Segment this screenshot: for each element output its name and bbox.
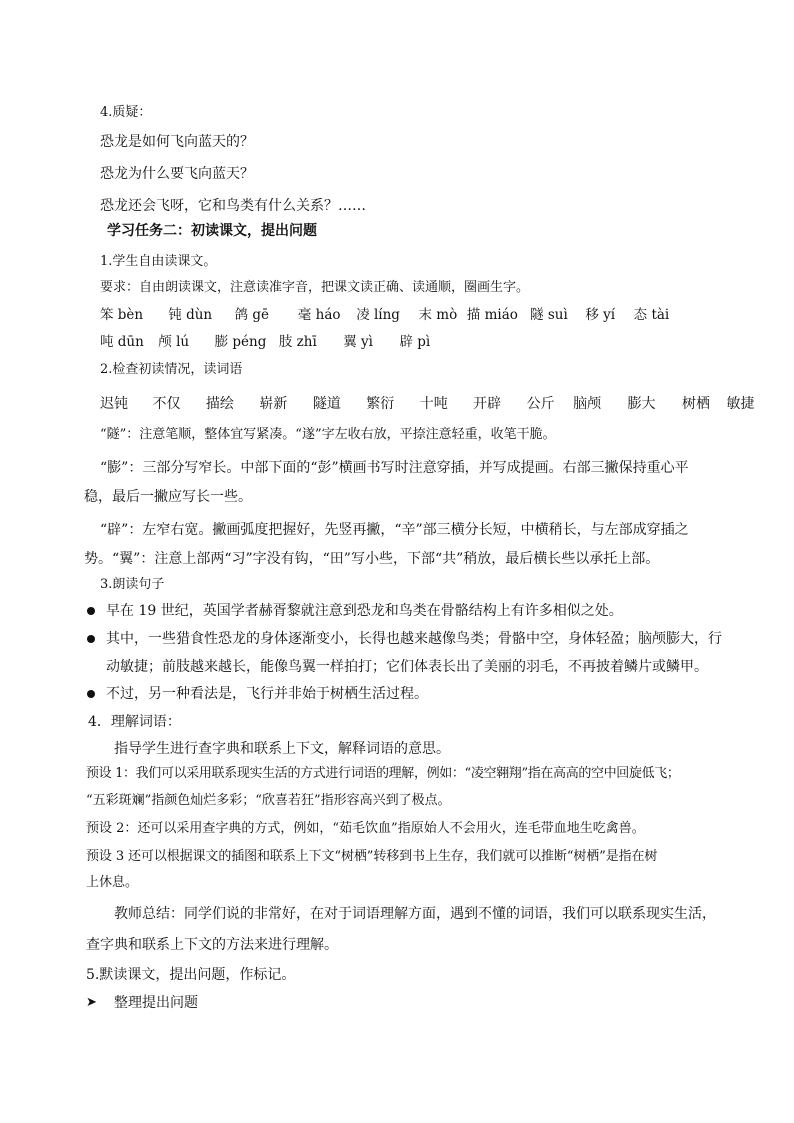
word-item: 迟钝 [100, 396, 128, 412]
sentence-3: 不过，另一种看法是，飞行并非始于树栖生活过程。 [106, 686, 428, 702]
step5-sub: 整理提出问题 [114, 995, 198, 1011]
char-item: 鸽 gē [234, 307, 270, 323]
preset1-line1: 预设 1：我们可以采用联系现实生活的方式进行词语的理解，例如：“凌空翱翔”指在高高的空中回旋低飞； [86, 766, 680, 781]
char-item: 笨 bèn [100, 307, 144, 323]
q4-heading: 4.质疑： [100, 105, 152, 120]
char-item: 隧 suì [530, 307, 568, 323]
char-item: 吨 dūn [100, 334, 144, 350]
sentence-1: 早在 19 世纪，英国学者赫胥黎就注意到恐龙和鸟类在骨骼结构上有许多相似之处。 [106, 603, 623, 619]
question-1: 恐龙是如何飞向蓝天的？ [100, 134, 254, 150]
char-item: 移 yí [585, 307, 616, 323]
teacher-summary-line2: 查字典和联系上下文的方法来进行理解。 [86, 937, 338, 953]
word-item: 开辟 [473, 396, 502, 412]
chars-row-2 [100, 335, 449, 351]
word-item: 隧道 [312, 396, 341, 412]
preset3-line1: 预设 3 还可以根据课文的插图和联系上下文“树栖”转移到书上生存，我们就可以推断“树栖”是指在树 [86, 849, 658, 864]
preset1-line2: “五彩斑斓”指颜色灿烂多彩；“欣喜若狂”指形容高兴到了极点。 [86, 793, 451, 808]
char-item: 翼 yì [343, 334, 373, 350]
word-item: 繁衍 [366, 396, 395, 412]
arrow-bullet-icon: ➤ [86, 995, 97, 1010]
char-item: 描 miáo [466, 307, 518, 323]
char-item: 颅 lú [158, 334, 190, 350]
preset3-line2: 上休息。 [86, 875, 139, 890]
word-item: 描绘 [205, 396, 234, 412]
step3-heading: 3.朗读句子 [100, 577, 165, 592]
step5-heading: 5.默读课文，提出问题，作标记。 [86, 967, 296, 983]
word-item: 崭新 [259, 396, 288, 412]
step1-requirement: 要求：自由朗读课文，注意读准字音，把课文读正确、读通顺，圈画生字。 [100, 280, 530, 295]
word-item: 公斤 [526, 396, 555, 412]
question-2: 恐龙为什么要飞向蓝天？ [100, 166, 254, 182]
words-row [100, 396, 762, 412]
note-sui: “隧”：注意笔顺，整体宜写紧凑。“遂”字左收右放，平捺注意轻重，收笔干脆。 [100, 427, 556, 442]
preset2: 预设 2：还可以采用查字典的方式，例如，“茹毛饮血”指原始人不会用火，连毛带血地生吃禽兽。 [86, 821, 645, 836]
bullet-dot [87, 635, 95, 643]
chars-row-1 [100, 308, 684, 324]
word-item: 不仅 [152, 396, 181, 412]
word-item: 树栖 [681, 396, 710, 412]
note-pi-line1: “辟”：左窄右宽。撇画弧度把握好，先竖再撇，“辛”部三横分长短，中横稍长，与左部成穿插之 [100, 522, 689, 538]
char-item: 态 tài [633, 307, 670, 323]
step2-heading: 2.检查初读情况，读词语 [100, 362, 243, 377]
step4-guide: 指导学生进行查字典和联系上下文，解释词语的意思。 [114, 741, 450, 757]
step4-heading: 4．理解词语： [88, 714, 181, 730]
step1-heading: 1.学生自由读课文。 [100, 254, 217, 269]
task2-title: 学习任务二：初读课文，提出问题 [107, 223, 317, 239]
word-item: 十吨 [419, 396, 448, 412]
question-3: 恐龙还会飞呀，它和鸟类有什么关系？…… [100, 198, 366, 214]
note-peng-line1: “膨”：三部分写窄长。中部下面的“彭”横画书写时注意穿插，并写成提画。右部三撇保持重心平 [100, 460, 689, 476]
char-item: 辟 pì [399, 334, 431, 350]
word-item: 敏捷 [726, 396, 755, 412]
word-item: 脑颅 [573, 396, 602, 412]
sentence-2-line2: 动敏捷；前肢越来越长，能像鸟翼一样拍打；它们体表长出了美丽的羽毛，不再披着鳞片或鳞甲。 [106, 659, 708, 675]
bullet-dot [87, 607, 95, 615]
char-item: 膨 péng [214, 334, 267, 350]
char-item: 钝 dùn [168, 307, 213, 323]
bullet-dot [87, 690, 95, 698]
note-peng-line2: 稳，最后一撇应写长一些。 [84, 489, 252, 505]
char-item: 肢 zhī [278, 334, 317, 350]
char-item: 毫 háo [297, 307, 341, 323]
note-pi-line2: 势。“翼”：注意上部两“习”字没有钩，“田”写小些，下部“共”稍放，最后横长些以承托上部。 [84, 551, 660, 567]
teacher-summary-line1: 教师总结：同学们说的非常好，在对于词语理解方面，遇到不懂的词语，我们可以联系现实生活， [114, 906, 716, 922]
char-item: 凌 líng [356, 307, 400, 323]
word-item: 膨大 [627, 396, 656, 412]
sentence-2-line1: 其中，一些猎食性恐龙的身体逐渐变小，长得也越来越像鸟类；骨骼中空，身体轻盈；脑颅膨大，行 [106, 631, 722, 647]
char-item: 末 mò [418, 307, 458, 323]
